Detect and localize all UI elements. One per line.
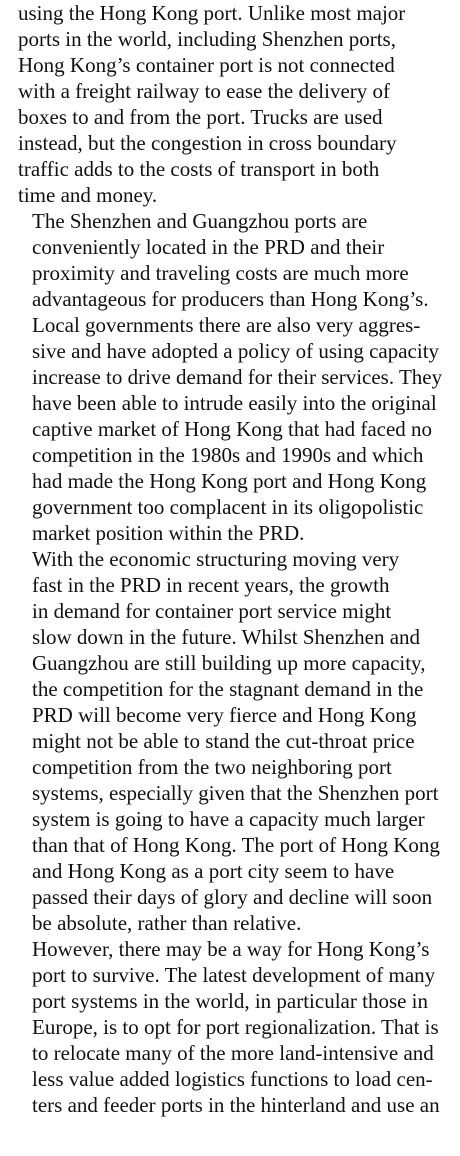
- text-line: have been able to intrude easily into the original: [32, 391, 437, 415]
- text-line: Europe, is to opt for port regionalization. That is: [32, 1015, 439, 1039]
- text-line: system is going to have a capacity much larger: [32, 807, 425, 831]
- text-line: conveniently located in the PRD and their: [32, 235, 385, 259]
- text-line: The Shenzhen and Guangzhou ports are: [32, 209, 368, 233]
- text-line: increase to drive demand for their services. They: [32, 365, 443, 389]
- text-line: ters and feeder ports in the hinterland and use an: [32, 1093, 440, 1117]
- text-line: captive market of Hong Kong that had faced no: [32, 417, 433, 441]
- text-line: market position within the PRD.: [32, 521, 305, 545]
- text-line: had made the Hong Kong port and Hong Kong: [32, 469, 427, 493]
- text-line: PRD will become very fierce and Hong Kong: [32, 703, 417, 727]
- article-body: [18, 0, 448, 1118]
- text-line: be absolute, rather than relative.: [32, 911, 302, 935]
- text-line: With the economic structuring moving very: [32, 547, 400, 571]
- text-line: passed their days of glory and decline will soon: [32, 885, 433, 909]
- text-line: However, there may be a way for Hong Kong’s: [32, 937, 430, 961]
- text-line: competition from the two neighboring port: [32, 755, 392, 779]
- text-line: ports in the world, including Shenzhen ports,: [18, 27, 396, 51]
- text-line: in demand for container port service might: [32, 599, 392, 623]
- paragraph-4: [18, 936, 448, 1118]
- text-line: might not be able to stand the cut-throat price: [32, 729, 415, 753]
- text-line: Guangzhou are still building up more capacity,: [32, 651, 426, 675]
- text-line: systems, especially given that the Shenzhen port: [32, 781, 439, 805]
- text-line: fast in the PRD in recent years, the growth: [32, 573, 390, 597]
- text-line: proximity and traveling costs are much more: [32, 261, 409, 285]
- text-line: boxes to and from the port. Trucks are used: [18, 105, 383, 129]
- text-line: with a freight railway to ease the delivery of: [18, 79, 391, 103]
- text-line: traffic adds to the costs of transport in both: [18, 157, 380, 181]
- text-line: Hong Kong’s container port is not connected: [18, 53, 395, 77]
- text-line: advantageous for producers than Hong Kong’s.: [32, 287, 429, 311]
- text-line: and Hong Kong as a port city seem to have: [32, 859, 395, 883]
- text-line: instead, but the congestion in cross boundary: [18, 131, 397, 155]
- text-line: time and money.: [18, 183, 158, 207]
- paragraph-3: [18, 546, 448, 936]
- text-line: using the Hong Kong port. Unlike most major: [18, 1, 406, 25]
- text-line: port systems in the world, in particular those in: [32, 989, 429, 1013]
- paragraph-2: [18, 208, 448, 546]
- paragraph-1: [18, 0, 448, 208]
- text-line: the competition for the stagnant demand in the: [32, 677, 424, 701]
- text-line: government too complacent in its oligopolistic: [32, 495, 424, 519]
- text-line: than that of Hong Kong. The port of Hong Kong: [32, 833, 440, 857]
- text-line: sive and have adopted a policy of using capacity: [32, 339, 440, 363]
- text-line: slow down in the future. Whilst Shenzhen and: [32, 625, 421, 649]
- text-line: Local governments there are also very aggres-: [32, 313, 421, 337]
- text-line: to relocate many of the more land-intensive and: [32, 1041, 434, 1065]
- text-line: port to survive. The latest development of many: [32, 963, 436, 987]
- text-line: competition in the 1980s and 1990s and which: [32, 443, 424, 467]
- text-line: less value added logistics functions to load cen-: [32, 1067, 433, 1091]
